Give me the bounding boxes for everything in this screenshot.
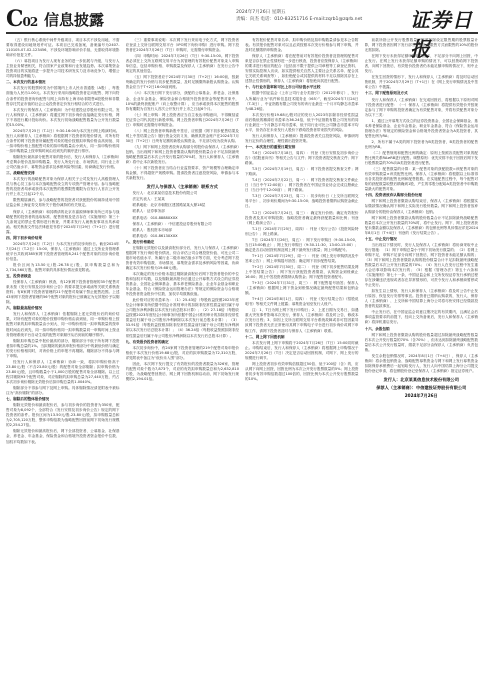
paragraph: 注：1、T日为网上网下发行申购日；2、上述日期为交易日，如遇重大突发事件影响本次发行，保荐人（主承销商）将及时公告，修改本次发行日程；3、如因上交所互联网交易平台系统故障或非可控因素导致网下投资者无法正常使用其网下申购电子平台进行初步询价或网下申购工作，请网下投资者及时与保荐人（主承销商）联系。 — [245, 308, 359, 333]
paragraph-heading: 十四、投资者放弃认购部分股份处理 — [364, 193, 422, 198]
paragraph: 当出现以下情况时，发行人及保荐人（主承销商）将协商采取中止发行措施：（1）网下申购总量小于网下初始发行数量的；（2）若网上申购不足，申购不足部分向网下回拨后，网下投资者未能足额认购的；（3）网下和网上投资者缴款认购的股份数量合计不足扣除最终战略配售数量后本次公开发行数量的70%；（4）发行人在发行过程中发生重大会后事项影响本次发行的；（5）根据《管理办法》第五十六条和《实施细则》第七十一条，中国证监会和上交所发现证券发行承销过程存在涉嫌违法违规或者存在异常情形的，可责令发行人和承销商暂停或中止发行。 — [364, 242, 478, 288]
paragraph: 剔除无效报价和最高报价后，参与初步询价的投资者为350家，配售对象为8,092个，全部符合《发行安排及初步询价公告》规定的网下投资者的条件。报价区间为13.50元/股-23.80元/股，拟申购数量总和为2,705,120万股，整体申购倍数为战略配售回拨前网下初始发行规模的2,254.27倍。 — [6, 403, 120, 428]
centered-line: 发行人：北京某某信息技术股份有限公司 — [383, 376, 459, 382]
paragraph: 网下和网上投资者缴款认购的股份数量超过扣除最终战略配售数量后本次公开发行数量的70%（含70%），但未达到扣除最终战略配售数量后本次公开发行数量时，缴款不足部分由保荐人（主承销商）负责包销。 — [364, 332, 478, 352]
newspaper-logo: 证券日报 — [410, 8, 473, 61]
column-1 — [6, 38, 120, 696]
paragraph: T+1日（2024年7月29日，周一）：刊登《网上发行申购情况及中签率公告》；网上申购摇号抽签；确定网下初步配售结果。 — [245, 253, 359, 263]
paragraph: 联系人：股权资本市场部 — [132, 227, 173, 232]
section-title: 信息披露 — [44, 11, 105, 29]
paragraph: 经发行人和保荐人（主承销商）协商一致，将拟申购价格高于23.80元/股（不含23.80元/股）的配售对象全部剔除；拟申购价格为23.80元/股，且申购数量小于1,000万股的配售对象全部剔除。以上过程共剔除93个配售对象，对应剔除的拟申购总量为27,440万股，约占本次初步询价剔除无效报价后拟申购总量的1.0040%。 — [6, 359, 120, 384]
paragraph: T-2日（2024年7月24日，周三）：确定发行价格；确定有效报价投资者及其可申购股数；战略投资者确定最终获配数量和比例；刊登《网上路演公告》。 — [245, 210, 359, 225]
paragraph: 保荐人（主承销商）：中信建投证券股份有限公司 — [132, 221, 212, 226]
paragraph: 如发生以上情形，发行人和保荐人（主承销商）将及时公告中止发行原因、恢复发行安排等事宜。投资者已缴纳认购款的，发行人、保荐人（主承销商）、上交所和中国结算上海分公司将尽快安排已经缴款投资者的退款事宜。 — [364, 289, 478, 309]
paragraph: 有效报价配售对象名单、拟申购价格及拟申购数量请参见本公告附表。有效报价配售对象可以且必须按照本次发行价格参与网下申购，并及时足额缴纳申购资金。 — [245, 38, 359, 53]
paragraph: T+4日（2024年8月1日，周四）：刊登《发行结果公告》《招股说明书》等相关文件网上披露；募集资金划至发行人账户。 — [245, 297, 359, 307]
paragraph: 网下和网上投资者缴款认购结束后，保荐人（主承销商）将根据实际缴款情况确认网下和网上实际发行股份数量。网下和网上投资者放弃认购部分的股份由保荐人（主承销商）包销。 — [364, 199, 478, 214]
paragraph: （三）重要事项说明：本次网下发行采用电子化方式，网下投资者应登录上交所互联网交易平台（IPO网下询价申购）进行申购。网下投资者在2024年7月26日（T日）申购时，无需缴付申购资金。 — [125, 38, 239, 53]
paragraph: T-5日（2024年7月19日，周五）：网下投资者提交核查文件；网下路演。 — [245, 167, 359, 177]
column-4 — [365, 38, 479, 696]
paragraph: 保荐人（主承销商）将在配售前对有效报价投资者及管理的配售对象是否存在禁止性情形进一步进行核查，投资者应按保荐人（主承销商）的要求进行相应的配合（包括但不限于提供公司章程等工商登记资料、安排实际控制人访谈、如实提供相关自然人主要社会关系名单、配合其它关联关系调查等），如拒绝配合或其提供的材料不足以排除其存在上述禁止性情形的，保荐人（主承销商）将拒绝向其进行配售。 — [245, 54, 359, 84]
header-rule — [6, 32, 478, 34]
paragraph: 网下和网上投资者缴款认购的股份数量合计不足扣除最终战略配售数量后本次公开发行数量的70%时，将中止发行。网下、网上投资者获配未缴款金额以及保荐人（主承销商）的包销比例等具体情况详见2024年8月1日（T+4日）刊登的《发行结果公告》。 — [364, 215, 478, 235]
paragraph: T+3日（2024年7月31日，周三）：网下配售摇号抽签；保荐人（主承销商）根据网上网下资金到账情况确定最终配售结果和包销金额。 — [245, 281, 359, 296]
paragraph: （三）配售数量的计算：某一配售对象的获配股数=该配售对象的有效申购数量×该类配售比例。保荐人（主承销商）将根据以上标准得出各类投资者的配售比例和配售股数。在实施配售过程中，每个配售对象的获配数量取整后精确到1股，产生的零股分配给A类投资者中申购数量最大的配售对象。 — [364, 167, 478, 192]
paragraph: 1、通过公开募集方式设立的证券投资基金、全国社会保障基金、基本养老保险基金、企业年金基金、职业年金基金、符合《保险资金运用管理办法》等规定的保险资金和合格境外投资者资金为A类投资者，其配售比例为RA； — [364, 118, 478, 138]
paragraph: T-4日（2024年7月22日，周一）：网下投资者提交核查文件截止日（当日中午12:00前）；网下投资者在中国证券业协会完成注册截止日（当日中午12:00前）；网下路演。 — [245, 178, 359, 193]
issue-meta — [236, 9, 406, 23]
paragraph: 剔除无效报价和最高报价后，网下全部投资者、公募基金、社保基金、养老金、年金基金、保险资金和合格境外投资者资金报价中位数、加权平均数如下表。 — [6, 429, 120, 444]
paragraph: 保荐人（主承销商）和其聘请的北京市嘉源律师事务所已对参与战略配售的投资者的选取标准、配售资格及是否存在《实施细则》第三十九条规定的禁止性情形进行核查，并要求发行人就核查事项出具承诺函。相关核查文件及法律意见书将于2024年7月29日（T+2日）进行披露。 — [6, 209, 120, 234]
paragraph: 剔除报价最高部分配售对象的报价后，发行人和保荐人（主承销商）考虑剩余报价及拟申购数量、发行人所处行业、市场情况、同行业上市公司估值水平、募集资金需求及承销风险等因素，协商确定发行价格。 — [6, 155, 120, 170]
paragraph: 2024年7月24日（T-2日）为本次发行的初步询价日。截至2024年7月24日（T-2日）15:00，保荐人（主承销商）通过上交所业务管理系统平台共收到385家网下投资者管理的8,241个配售对象的初步询价报价信息。 — [6, 241, 120, 261]
paragraph: 前款所指公开发行股票数量应按照扣除设定限售期的股票数量计算，网下投资者因网下发行部分采用比例限售方式而限售的10%的股份无需扣除。 — [364, 38, 478, 53]
paragraph: 剔除拟申购总量中报价最高的部分，剔除部分不低于所有网下投资者拟申购总量的1%。当拟剔除的最高申报价格部分中的最低价格与确定的发行价格相同时，对该价格上的申报不再剔除。剔除部分不得参与网下申购。 — [6, 338, 120, 358]
column-2 — [126, 38, 240, 696]
paragraph: 2、所有不属于A类的网下投资者为B类投资者，B类投资者的配售比例为RB。 — [364, 139, 478, 149]
paragraph: （六）本次发行网下发行部分，获配的公募基金、养老金、社保基金、企业年金基金、保险资金和合格境外投资者资金等配售对象中，10%的最终获配账户（向上取整计算），应当承诺获得本次配售的股票持有期限为自发行人首次公开发行并上市之日起6个月。 — [125, 91, 239, 111]
paragraph-heading: 十、与行业市盈率和可比上市公司估值水平比较 — [245, 85, 321, 90]
issue-date: 2024年7月26日 星期五 — [236, 10, 286, 15]
paragraph: 此价格对应的市盈率为：（1）25.43倍（每股收益按照2023年度经会计师事务所依据中国会计准则审计的扣除非经常性损益前归属于母公司股东净利润除以本次发行前总股本计算）；（2）27.18倍（每股收益按照2023年度经会计师事务所依据中国会计准则审计的扣除非经常性损益后归属于母公司股东净利润除以本次发行前总股本计算）；（3）33.91倍（每股收益按照扣除非经常性损益前归属于母公司股东净利润除以本次发行后总股本计算）；（4）36.24倍（每股收益按照扣除非经常性损益后归属于母公司股东净利润除以本次发行后总股本计算）。 — [125, 298, 239, 338]
paragraph-heading: 十五、中止发行情况 — [364, 236, 397, 241]
paragraph: （八）网上投资者申购新股中签后，应根据《网下初步配售结果及网上中签结果公告》履行资金交收义务，确保其资金账户在2024年7月30日（T+2日）日终有足额的新股认购资金，不足部分视为放弃认购。 — [125, 128, 239, 143]
paragraph: 法定代表人：王某某 — [132, 197, 165, 202]
paragraph: 中止发行后，在中国证监会同意注册决定的有效期内，且满足会后事项监管要求的前提下，经向上交所备案后，发行人和保荐人（主承销商）将择机重启发行。 — [364, 310, 478, 325]
centered-line: 2024年7月26日 — [404, 393, 438, 399]
paragraph: （四）申购时间：2024年7月26日（T日）9:30-15:00。网下投资者必须在上交所互联网交易平台为其管理的有效报价配售对象录入申购单信息，包括申购价格、申购数量及保荐人（主承销商）在发行公告中规定的其他信息。 — [125, 54, 239, 74]
paragraph: 发行人：北京某某信息技术股份有限公司 — [132, 191, 198, 196]
paragraph: 在网下发行未获得足额申购的情况下，不足部分不向网上回拨，中止发行。在网上发行未获得足额申购的情况下，可以回拨给网下投资者，向网下回拨后，有效报价投资者仍未能足额申购的情况下，则中止发行。 — [364, 54, 478, 74]
paragraph: 本次发行的战略配售对象为保荐人相关子公司及发行人高级管理人员与核心员工参与本次战略配售设立的专项资产管理计划。参与战略配售的投资者均承诺获得本次配售的股票限售期限为自发行人首次公开发行并上市之日起12个月。 — [6, 177, 120, 197]
paragraph-heading: 四、网下初步询价结果 — [6, 235, 42, 240]
paragraph-heading: 十一、本次发行的重要日期安排 — [245, 144, 296, 149]
paragraph: （十）网下投资者应当结合行业监管要求、资产规模等合理确定申购金额，不得超资产规模申购。提请投资者注意投资风险，审慎参与本次新股发行。 — [125, 166, 239, 181]
paragraph: 在发生回拨的情形下，发行人和保荐人（主承销商）将及时启动回拨机制，并于2024年7月29日（T+1日）在《网上发行申购情况及中签率公告》中披露。 — [364, 75, 478, 90]
paragraph-heading: 七、剔除后的整体报价情况 — [6, 397, 50, 402]
paragraph: 在剔除无效报价以及最高报价部分后，发行人与保荐人（主承销商）根据网下发行询价报价情况，综合评估公司合理投资价值、可比公司二级市场估值水平、所属行业二级市场估值水平等方面，充分考虑网下投资者有效申购倍数、市场情况、募集资金需求及承销风险等因素，协商确定本次发行价格为19.68元/股。 — [125, 245, 239, 270]
paragraph-heading: 二、本次发行的基本情况 — [6, 80, 46, 85]
paragraph: 2024年7月25日（T-1日）9:30-16:00为本次发行网上路演时间。发行人和保荐人（主承销商）将根据网下投资者的报价情况，对所有符合条件的网下投资者所属配售对象的报价按照拟申购价格由高到低、同一拟申购价格上按配售对象的拟申购数量由小到大、同一拟申购价格同一拟申购数量上按申购时间由后到先的顺序进行排序。 — [6, 128, 120, 153]
paragraph: T-3日（2024年7月23日，周二）：初步询价日（上交所互联网交易平台），初步询价期间为9:30-15:00；战略投资者缴纳认购资金截止日。 — [245, 194, 359, 209]
paragraph: 网上投资者初步有效申购倍数超过50倍、低于100倍（含）的，应从网下向网上回拨，回拨比例为本次公开发行股票数量的5%；网上投资者初步有效申购倍数超过100倍的，回拨比例为本次公开发行股票数量的10%。 — [245, 361, 359, 381]
paragraph: 经保荐人（主承销商）核查，有12家网下投资者管理的35个配售对象未按《发行安排及初步询价公告》的要求提交承诺函等关联关系核查资料；有8家网下投资者管理的21个配售对象属于禁止配售范围。上述43家网下投资者管理的56个配售对象的报价已被确定为无效报价予以剔除。 — [6, 280, 120, 305]
paragraph-heading: 十二、网上网下回拨机制 — [245, 334, 285, 339]
paragraph-heading: 三、战略配售安排 — [6, 171, 35, 176]
article-columns — [6, 38, 478, 696]
paragraph: （五）银行核心系统中间件升级项目，项目本次不涉及用地，不需要取得建设用地规划许可证。本项目已完成备案，备案编号为2407-110105-07-02-123456，不涉及环境影响评价手续，无需取得环境影响评价批复文件。 — [6, 38, 120, 58]
paragraph: 联系电话：010-8613XXXX — [132, 233, 178, 238]
paragraph: 发行人和保荐人（主承销商）在完成回拨后，将根据以下原则对网下投资者进行配售：（一）保荐人（主承销商）将提供有效报价并按规定参与了网下申购的投资者确定为有效配售对象，并将有效配售对象分为以下三类： — [364, 97, 478, 117]
paragraph: T+2日（2024年7月30日，周二）：刊登《网下初步配售结果及网上中签结果公告》；网下发行获配投资者缴款，认购资金到账截止16:00；网上中签投资者缴纳认购资金；网下配售投资者配号。 — [245, 264, 359, 280]
paragraph-heading: 十六、余股包销 — [364, 326, 390, 331]
paragraph: 因此，本次网下发行提交了有效报价的投资者数量为326家，管理的配售对象个数为7,873个，对应的有效拟申购数量总和为2,632,810万股，为战略配售回拨后、网上网下回拨机制启动前，网下初始发行规模的2,194.01倍。 — [125, 361, 239, 381]
centered-line: 保荐人（主承销商）：中信建投证券股份有限公司 — [376, 385, 467, 390]
paragraph-heading: 十三、网下配售原则及方式 — [364, 91, 408, 96]
paragraph-heading: 五、投资者核查 — [6, 274, 32, 279]
paragraph: 本次初步询价中，有24家网下投资者管理的219个配售对象申报价格低于本次发行价格19.68元/股，对应的拟申购数量为72,310万股，详见附表中备注为“低价未入围”部分。 — [125, 345, 239, 360]
paragraph-heading: 八、发行价格确定 — [125, 239, 155, 244]
paragraph: 联系电话：010-8888XXXX — [132, 215, 178, 220]
paragraph: 发行人和保荐人（主承销商）提请投资者关注投资风险，审慎研判发行定价的合理性，理性做出投资决策。 — [245, 133, 359, 143]
paragraph: 限售期届满后，参与战略配售的投资者对获配股份的减持适用中国证监会和上海证券交易所关于股份减持的有关规定。 — [6, 198, 120, 208]
paragraph: 本次发行的股票种类为中国境内上市人民币普通股（A股），每股面值为人民币1.00元。本次发行采用向战略投资者定向配售、网下向符合条件的投资者询价配售与网上向持有上海市场非限售A股股份和非限售存托凭证市值的社会公众投资者定价发行相结合的方式进行。 — [6, 86, 120, 106]
paragraph: （二）配售规则和配售比例的确定：原则上按照各类配售对象的配售比例关系RA≥RB进行配售。调整原则：优先安排不低于回拨后网下发行股票数量的70%向A类投资者进行配售。 — [364, 150, 478, 166]
paragraph: 根据中国证监会《上市公司行业分类指引》（2012年修订），发行人所属行业为“软件和信息技术服务业（I65）”，截至2024年7月24日（T-3日），中证指数有限公司发布的该行业最近一个月平均静态市盈率为48.26倍。 — [245, 91, 359, 111]
centered-line: 发行人与保荐人（主承销商）联系方式 — [146, 184, 218, 190]
paragraph: 联系人：证券事务部 — [132, 209, 165, 214]
paragraph: 本次确定的发行价格未超过剔除最高报价后网下投资者报价的中位数和加权平均数，以及剔除最高报价后通过公开募集方式设立的证券投资基金、全国社会保障基金、基本养老保险基金、企业年金基金和职业年金基金、符合《保险资金运用管理办法》等规定的保险资金与合格境外投资者资金报价中位数、加权平均数孰低值。 — [125, 271, 239, 297]
paragraph: T日（2024年7月26日，周五）：网下发行申购日（9:30-15:00，当日15:00截止）；网上发行申购日（9:30-11:30，13:00-15:00）；确定是否启动回拨机制及网上网下最终发行数量；网上申购配号。 — [245, 237, 359, 252]
paragraph: 联系地址：北京市朝阳区建国路某某大厦18层 — [132, 203, 206, 208]
paragraph: （六）募投项目为发行人现有业务的进一步拓展与升级，与发行人主营业务紧密相关，符合国家产业政策和行业发展趋势。本次募集资金投资项目的实施将进一步提升公司技术研发实力及市场竞争力，增强公司的持续盈利能力。 — [6, 59, 120, 79]
paragraph: （七）网上申购：网上投资者应当自主表达申购意向，不得概括委托证券公司代其进行新股申购。网上投资者申购日2024年7月26日（T日）申购时无需缴付申购资金。 — [125, 112, 239, 127]
paragraph: （五）网下投资者应于2024年7月30日（T+2日）16:00前，按最终确定的发行价格与初步配售数量，及时足额缴纳新股认购资金。认购资金应当于T+2日16:00前到账。 — [125, 75, 239, 90]
page-number: C02 — [6, 6, 38, 32]
paragraph: 报价区间为13.50元/股-26.78元/股，拟申购数量总和为2,734,560万股。配售对象的具体报价情况请见附表。 — [6, 262, 120, 273]
paragraph: T-1日（2024年7月25日，周四）：刊登《发行公告》《投资风险特别公告》；网上路演。 — [245, 226, 359, 236]
paragraph: 发行人和保荐人（主承销商）依据剔除上述无效报价后的询价结果，对所有配售对象的报价按照申购价格由高到低、同一申购价格上按配售对象的拟申购数量由小到大、同一申购价格同一拟申购数量的按申报时间由后到先、同一拟申购价格同一拟申购数量同一申购时间上按业务管理系统平台自动生成的配售对象顺序从后到前的顺序排序。 — [6, 312, 120, 337]
paragraph: 发生余股包销情况时，2024年8月1日（T+4日），保荐人（主承销商）将余股包销资金、战略配售募集资金与网下和网上发行募集资金扣除保荐承销费后一起划给发行人，发行人向中国结算上海分公司提交股份登记申请，将包销股份登记至保荐人（主承销商）指定证券账户。 — [364, 353, 478, 373]
paragraph-heading: 九、有效报价投资者的确定 — [125, 339, 169, 344]
paragraph: 本次发行的保荐人（主承销商）为中信建投证券股份有限公司。发行人和保荐人（主承销商）将通过网下初步询价直接确定发行价格，网下不再进行累计投标询价。本次发行初始战略配售数量为公开发行数量的15.00%。 — [6, 107, 120, 127]
paragraph: 剔除部分不得参与网下及网上申购。具体剔除情况请见附表中被标注为“高价剔除”的部分。 — [6, 386, 120, 396]
column-3 — [245, 38, 359, 696]
paragraph: 本次发行价格19.68元/股对应的发行人2023年扣除非经常性损益前后孰低的摊薄后市盈率为36.24倍，低于中证指数有限公司发布的同行业最近一个月静态平均市盈率，低于同行业可比公司静态市盈率平均水平，但仍存在未来发行人股价下跌给投资者带来损失的风险。 — [245, 112, 359, 132]
paragraph: 本次发行网上网下申购将于2024年7月26日（T日）15:00同时截止。申购结束后，发行人和保荐人（主承销商）将根据网上申购情况于2024年7月26日（T日）决定是否启动回拨机制，对网下、网上发行的规模进行调节。 — [245, 340, 359, 360]
paragraph-heading: 六、剔除最高报价情况 — [6, 306, 42, 311]
paragraph: （九）网下和网上投资者放弃认购部分的股份由保荐人（主承销商）包销。当出现网下和网上投资者缴款认购的股份数量合计不足扣除最终战略配售数量后本次公开发行数量的70%时，发行人和保荐人（主承销商）将中止本次新股发行。 — [125, 144, 239, 165]
paragraph: T-6日（2024年7月18日，周四）：刊登《发行安排及初步询价公告》《招股意向书》等相关公告与文件；网下投资者提交核查文件；网下路演。 — [245, 150, 359, 166]
editor-contact: 责编：向杰 电话：010-83251716 E-mail:zqrb1@zqrb.net — [236, 17, 363, 22]
